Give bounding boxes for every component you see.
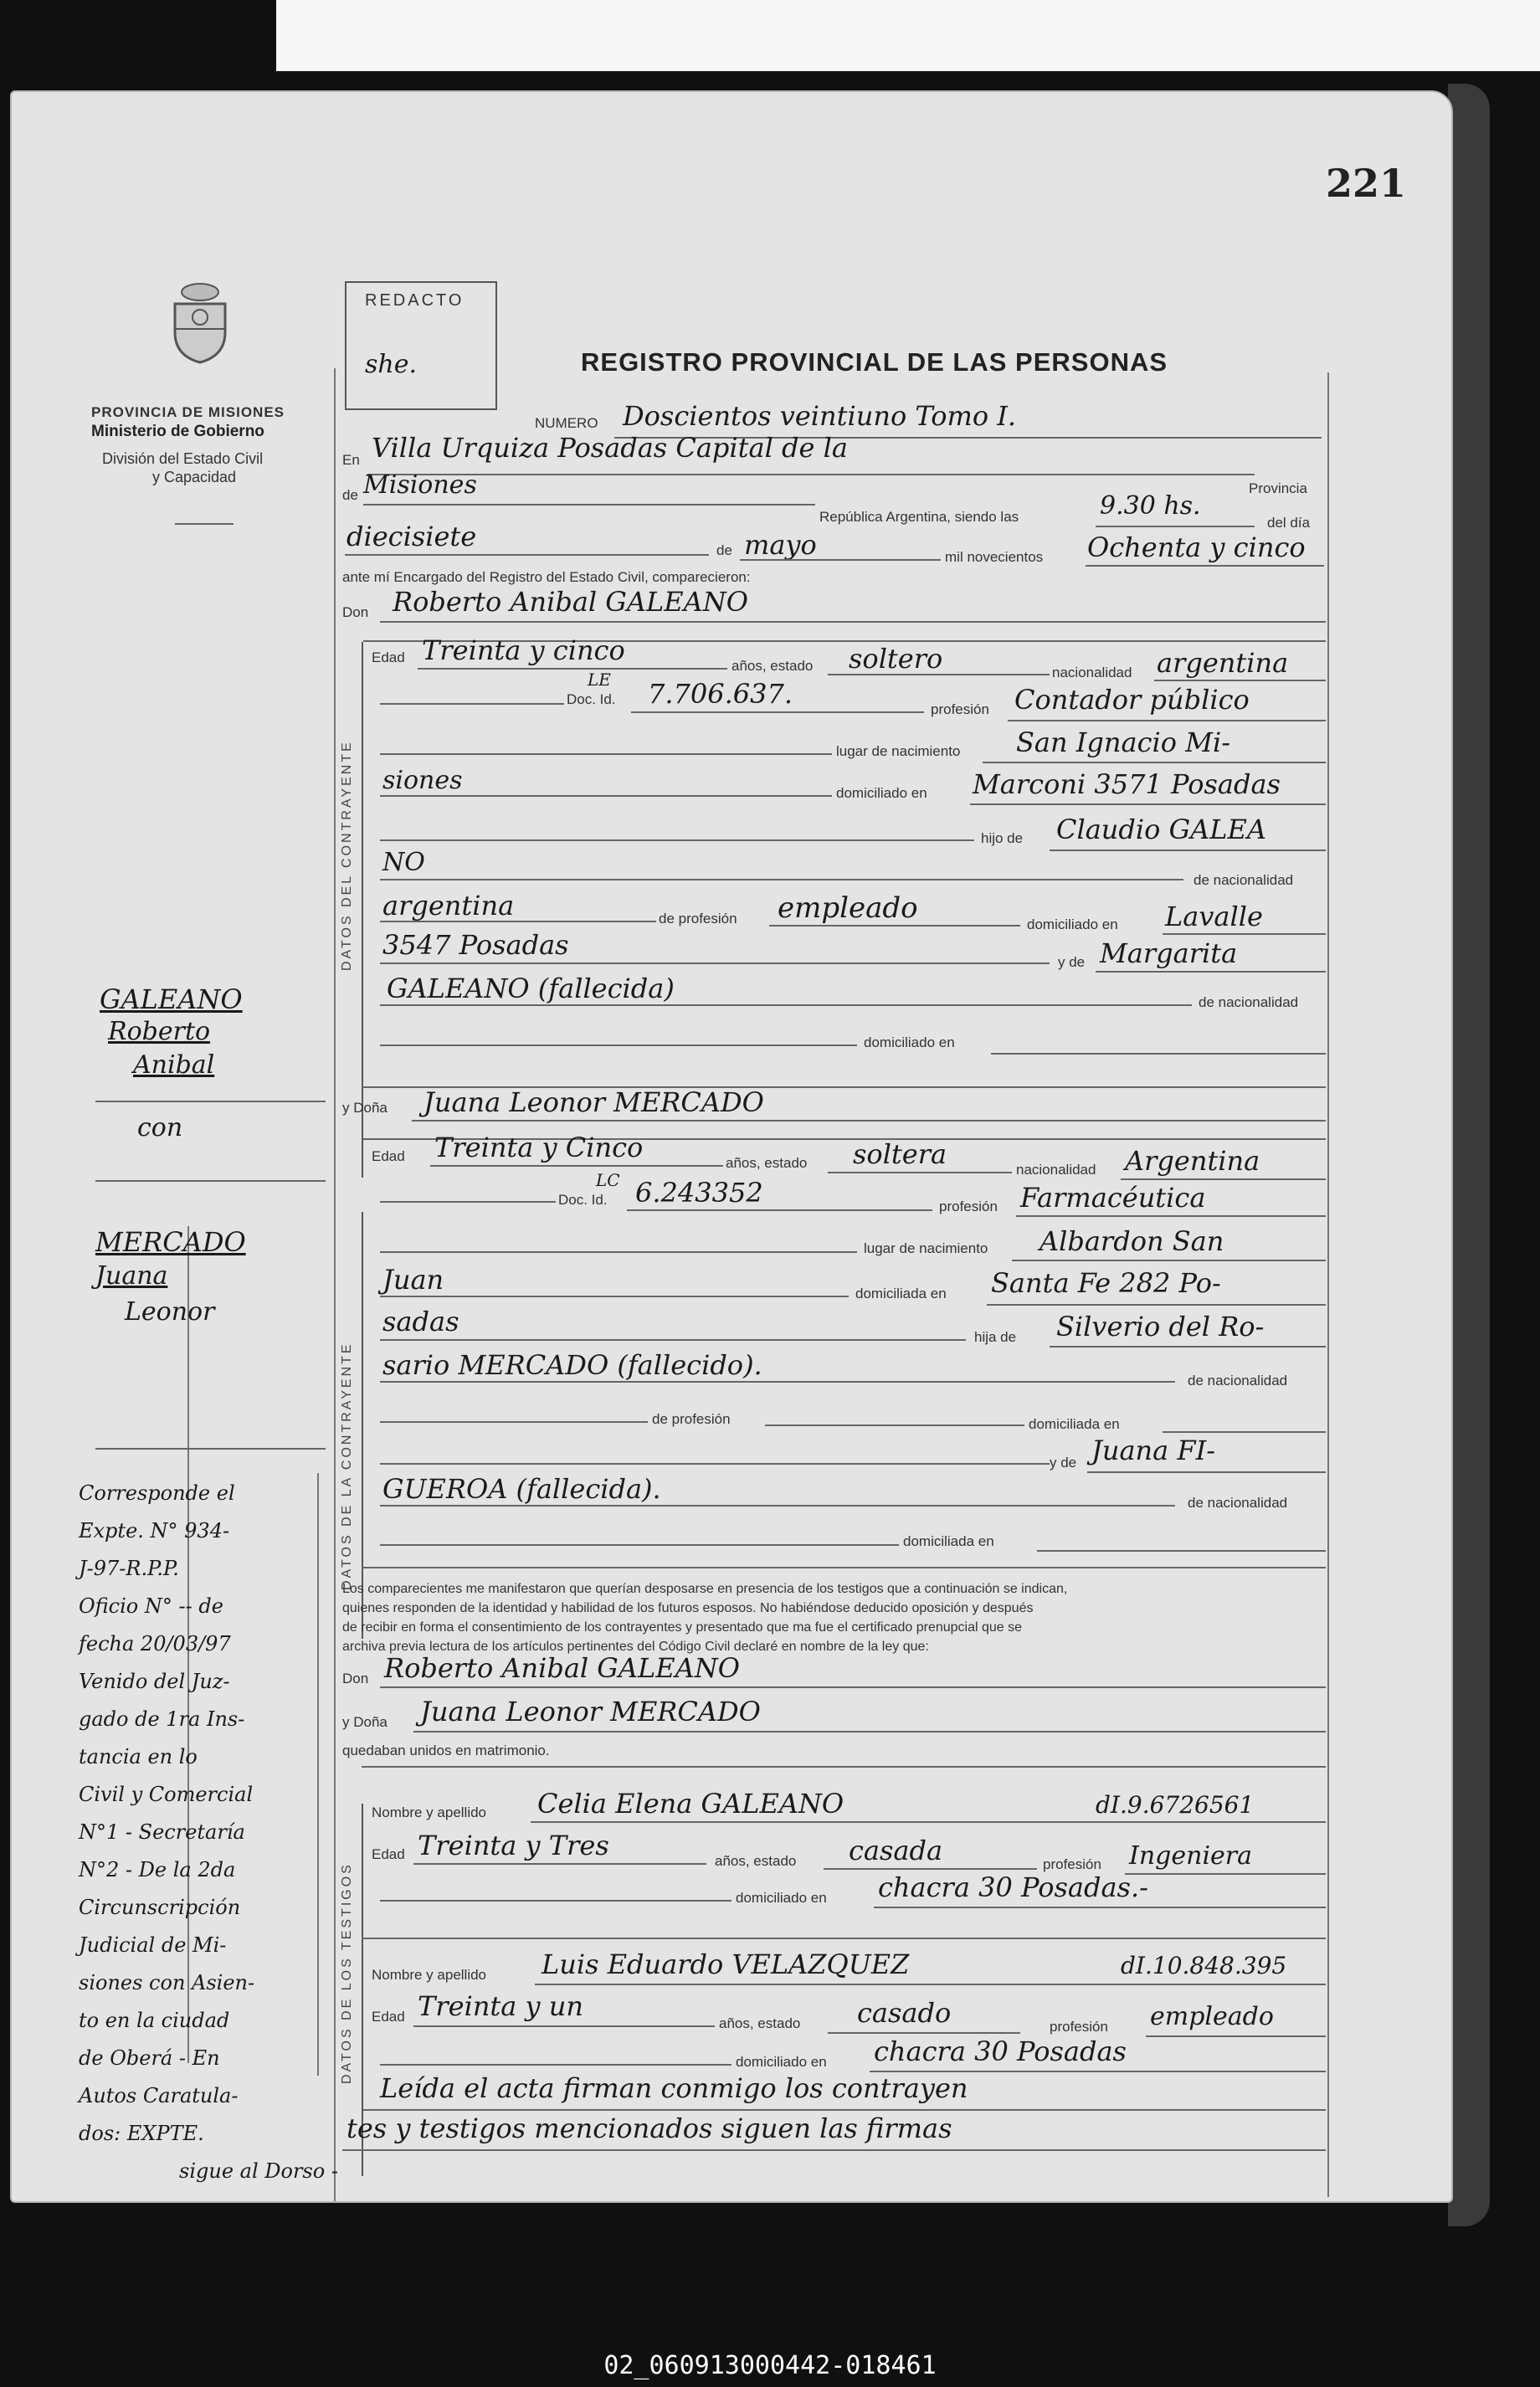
bride-birthplace-2: Juan [382,1264,444,1296]
underlying-page [276,0,1540,71]
groom-birthplace-2: siones [382,766,463,795]
margin-note-2: Expte. N° 934- [79,1519,230,1543]
margin-name-3: Anibal [133,1050,215,1080]
margin-note-10: N°1 - Secretaría [79,1820,245,1844]
margin-name-4: MERCADO [95,1226,246,1258]
margin-note-16: de Oberá - En [79,2046,220,2070]
bride-status: soltera [853,1138,947,1170]
book-spine [1448,84,1490,2226]
redacto-box [345,281,497,410]
declaration-line-4: archiva previa lectura de los artículos pertinentes del Código Civil declaré en nombre de la ley que: [342,1640,929,1654]
margin-note-12: Circunscripción [79,1896,241,1919]
witness1-doc: dI.9.6726561 [1096,1791,1255,1819]
bride-birthplace: Albardon San [1040,1225,1224,1257]
witness2-status: casado [857,1997,952,2029]
groom-age: Treinta y cinco [422,634,625,666]
bride-address-2: sadas [382,1306,459,1337]
ministry-name: Ministerio de Gobierno [91,423,264,440]
bride-doc: 6.243352 [635,1177,763,1209]
declaration-line-1: Los comparecientes me manifestaron que querían desposarse en presencia de los testigos que a continuación se indican, [342,1582,1068,1596]
closing-line-1: Leída el acta firman conmigo los contrayen [380,2072,968,2104]
coat-of-arms-icon [167,280,234,364]
place-value: Villa Urquiza Posadas Capital de la [372,432,848,464]
groom-father-address: Lavalle [1165,901,1263,932]
groom-father-2: NO [382,848,425,877]
declaration-line-3: de recibir en forma el consentimiento de los contrayentes y presentado que ma fue el certificado prenupcial que se [342,1620,1023,1635]
bride-profession: Farmacéutica [1020,1182,1206,1214]
groom-birthplace: San Ignacio Mi- [1016,726,1230,758]
groom-name-2: Roberto Anibal GALEANO [384,1652,740,1684]
groom-father-nationality: argentina [382,890,515,921]
redacto-label: REDACTO [365,291,465,310]
groom-father: Claudio GALEA [1056,814,1266,845]
groom-mother: Margarita [1100,937,1238,969]
margin-note-7: gado de 1ra Ins- [79,1707,245,1731]
margin-note-13: Judicial de Mi- [79,1933,227,1957]
bride-father: Silverio del Ro- [1056,1311,1265,1342]
datos-contrayenta-label: DATOS DE LA CONTRAYENTE [340,1342,354,1590]
groom-doc-type: LE [588,670,611,690]
margin-note-19: sigue al Dorso - [179,2159,338,2183]
numero-value: Doscientos veintiuno Tomo I. [623,400,1017,432]
margin-note-1: Corresponde el [79,1481,235,1505]
witness2-address: chacra 30 Posadas [874,2035,1127,2067]
witness1-age: Treinta y Tres [418,1830,609,1861]
bride-nationality: Argentina [1125,1145,1260,1177]
margin-note-6: Venido del Juz- [79,1670,230,1693]
groom-father-address-2: 3547 Posadas [382,929,569,961]
scan-id: 02_060913000442-018461 [603,2351,937,2380]
margin-note-11: N°2 - De la 2da [79,1858,236,1881]
groom-nationality: argentina [1157,647,1289,679]
witness2-profession: empleado [1150,2002,1274,2031]
datos-contrayente-label: DATOS DEL CONTRAYENTE [340,740,354,971]
registry-title: REGISTRO PROVINCIAL DE LAS PERSONAS [581,347,1168,377]
redacto-value: she. [365,350,418,379]
margin-note-18: dos: EXPTE. [79,2122,204,2145]
datos-testigos-label: DATOS DE LOS TESTIGOS [340,1862,354,2084]
day-value: diecisiete [346,521,477,552]
year-value: Ochenta y cinco [1087,531,1306,563]
margin-name-2: Roberto [108,1017,211,1046]
witness1-name: Celia Elena GALEANO [537,1788,844,1820]
margin-note-14: siones con Asien- [79,1971,255,1994]
margin-name-1: GALEANO [100,983,243,1015]
groom-profession: Contador público [1014,684,1250,716]
bride-doc-type: LC [596,1170,620,1190]
bride-name: Juana Leonor MERCADO [424,1086,764,1118]
month-value: mayo [744,529,817,561]
margin-note-5: fecha 20/03/97 [79,1632,231,1656]
bride-age: Treinta y Cinco [434,1132,644,1163]
bride-mother-2: GUEROA (fallecida). [382,1473,661,1505]
bride-mother: Juana FI- [1091,1435,1216,1466]
margin-name-5: Juana [95,1261,168,1291]
hour-value: 9.30 hs. [1100,491,1201,521]
bride-father-2: sario MERCADO (fallecido). [382,1349,762,1381]
witness2-age: Treinta y un [418,1990,583,2022]
province-value: Misiones [363,470,477,500]
margin-con: con [137,1113,183,1142]
margin-note-8: tancia en lo [79,1745,198,1768]
margin-note-3: J-97-R.P.P. [79,1557,179,1580]
province-name: PROVINCIA DE MISIONES [91,404,285,420]
groom-name: Roberto Anibal GALEANO [393,586,748,618]
margin-note-17: Autos Caratula- [79,2084,239,2107]
register-page: 221 PROVINCIA DE MISIONES Ministerio de Gobierno División del Estado Civil y Capacidad REDACTO she. REGISTRO PROVINCIAL DE LAS PERSONAS DATOS DEL CONTRAYENTE DATOS DE LA CONTRAYENTE DATOS DE LOS TESTIGOS NUMERO Doscientos veintiuno Tomo I. En Villa Urquiza Posadas Capital de la Provincia de Misiones República Argentina, siendo las 9.30 hs. del día diecisiete de mayo mil novecientos Ochenta y cinco ante mí Encargado del Registro del Estado Civil, comparecieron: Don Roberto Anibal GALEANO Edad Treinta y cinco años, estado soltero nacionalidad argentina LE Doc. Id. 7.706.637. profesión Contador público lugar de nacimiento San Ignacio Mi- siones domiciliado en Marconi 3571 Posadas hijo de Claudio GALEA NO de nacionalidad argentina de profesión empleado domiciliado en Lavalle 3547 Posadas y de Margarita GALEANO (fallecida) de nacionalidad domiciliado en y Doña Juana Leonor MERCADO Edad Treinta y Cinco años, estado soltera nacionalidad Argentina LC Doc. Id. 6.243352 profesión Farmacéutica lugar de nacimiento Albardon San Juan domiciliada en Santa Fe 282 Po- sadas hija de Silverio del Ro- sario MERCADO (fallecido). de nacionalidad de profesión domiciliada en y de Juana FI- GUEROA (fallecida). de nacionalidad domiciliada en Los comparecientes me manifestaron que querían desposarse en presencia de los testigos que a continuación se indican, quienes responden de la identidad y habilidad de los futuros esposos. No habiéndose deducido oposición y después de recibir en forma el consentimiento de los contrayentes y presentado que ma fue el certificado prenupcial que se archiva previa lectura de los artículos pertinentes del Código Civil declaré en nombre de la ley que: Don Roberto Anibal GALEANO y Doña Juana Leonor MERCADO quedaban unidos en matrimonio. Nombre y apellido Celia Elena GALEANO dI.9.6726561 Edad Treinta y Tres años, estado casada profesión Ingeniera domiciliado en chacra 30 Posadas.- Nombre y apellido Luis Eduardo VELAZQUEZ dI.10.848.395 Edad Treinta y un años, estado casado profesión empleado domiciliado en chacra 30 Posadas Leída el acta firman conmigo los contrayen tes y testigos mencionados siguen las firmas GALEANO Roberto Anibal con MERCADO Juana Leonor Corresponde el Expte. N° 934- J-97-R.P.P. Oficio N° -- de fecha 20/03/97 Venido del Juz- gado de 1ra Ins- tancia en lo Civil y Comercial N°1 - Secretaría N°2 - De la 2da Circunscripción Judicial de Mi- siones con Asien- to en la ciudad de Oberá - En Autos Caratula- dos: EXPTE. sigue al Dorso - [10,90,1453,2203]
groom-address: Marconi 3571 Posadas [973,768,1281,800]
groom-doc: 7.706.637. [648,678,793,710]
groom-mother-2: GALEANO (fallecida) [387,973,675,1004]
margin-note-15: to en la ciudad [79,2009,230,2032]
witness2-name: Luis Eduardo VELAZQUEZ [542,1948,910,1980]
division-name-2: y Capacidad [152,469,237,485]
margin-name-6: Leonor [125,1297,215,1327]
witness2-doc: dI.10.848.395 [1121,1952,1287,1979]
page-number: 221 [1326,161,1407,206]
witness1-profession: Ingeniera [1129,1841,1253,1871]
closing-line-2: tes y testigos mencionados siguen las firmas [346,2112,952,2144]
witness1-status: casada [849,1835,943,1866]
margin-note-4: Oficio N° -- de [79,1594,223,1618]
bride-address: Santa Fe 282 Po- [991,1267,1221,1299]
division-name: División del Estado Civil [102,450,264,467]
witness1-address: chacra 30 Posadas.- [878,1871,1148,1903]
groom-father-profession: empleado [778,891,918,925]
bride-name-2: Juana Leonor MERCADO [420,1696,761,1727]
margin-note-9: Civil y Comercial [79,1783,254,1806]
groom-status: soltero [849,643,943,675]
declaration-line-2: quienes responden de la identidad y habilidad de los futuros esposos. No habiéndose deducido oposición y después [342,1601,1034,1615]
